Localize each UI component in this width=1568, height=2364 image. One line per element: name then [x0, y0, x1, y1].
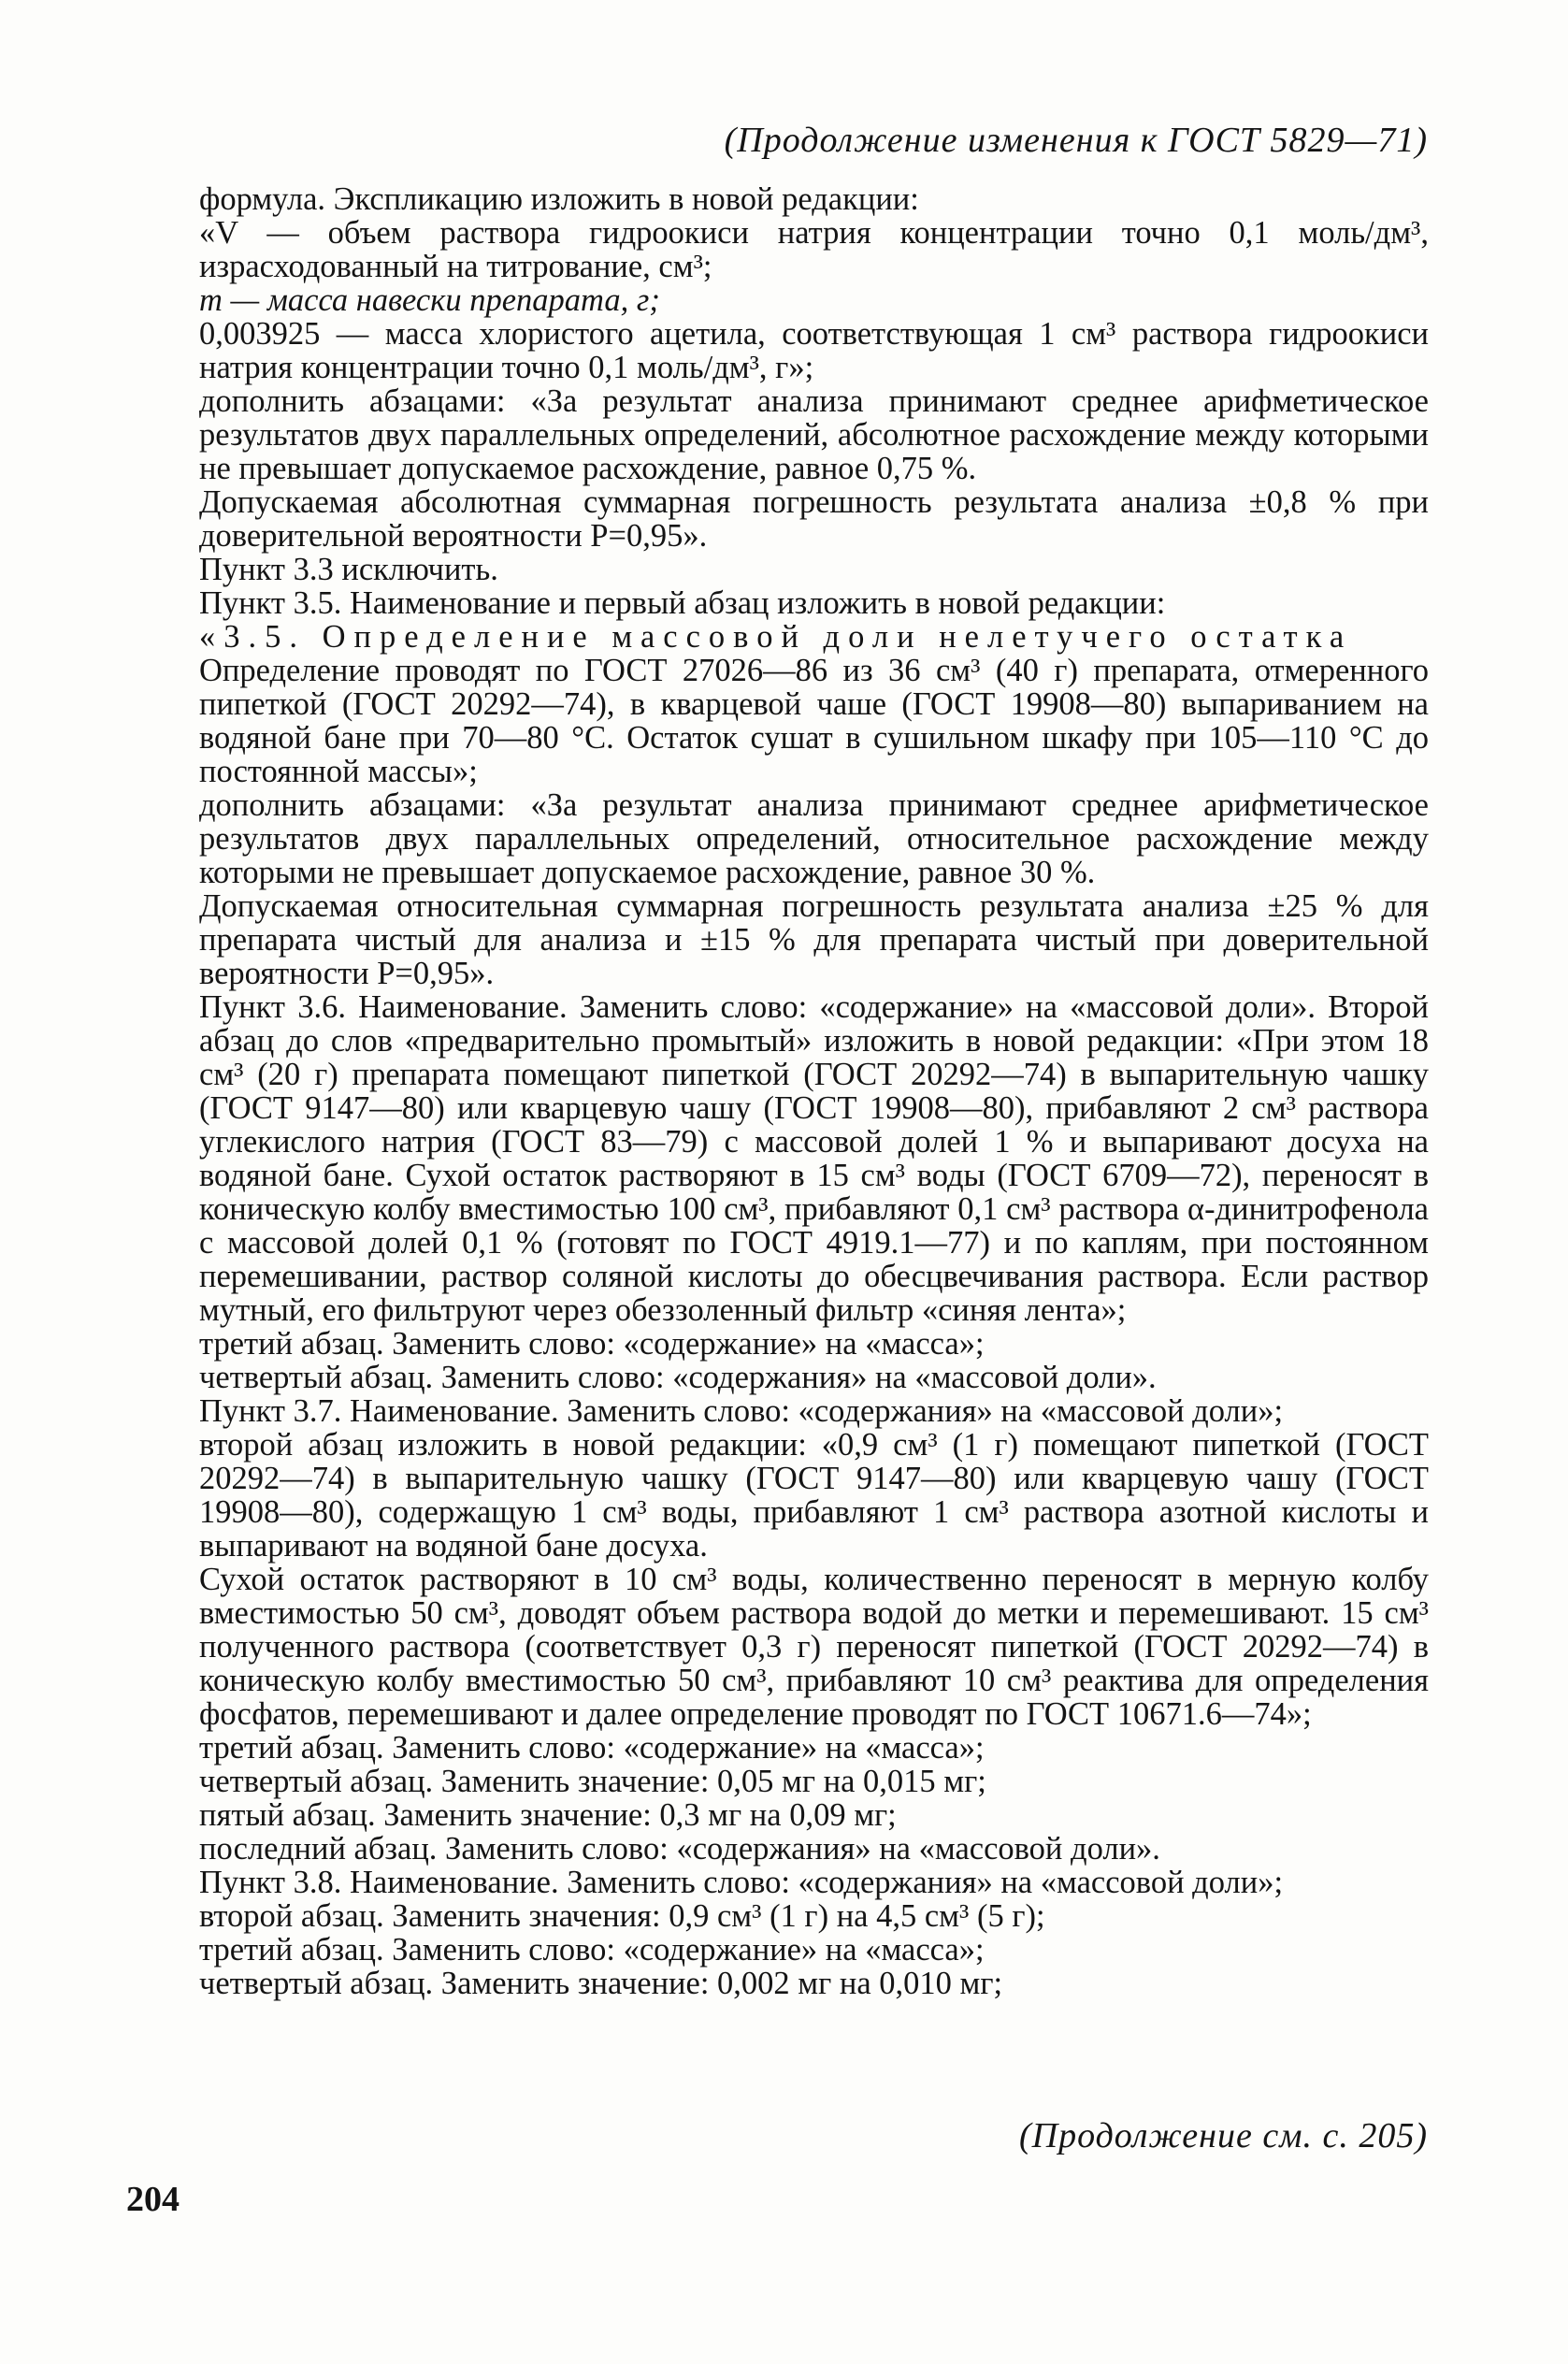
line-13: третий абзац. Заменить слово: «содержание» на «масса»; — [199, 1326, 985, 1362]
line-11: Допускаемая относительная суммарная погрешность результата анализа ±25 % для препарата чистый для анализа и ±15 % для препарата чистый при доверительной вероятности P=0,95». — [199, 888, 1429, 991]
paragraph — [199, 654, 1429, 788]
line-25: четвертый абзац. Заменить значение: 0,002 мг на 0,010 мг; — [199, 1966, 1003, 2001]
paragraph — [199, 485, 1429, 553]
line-10: дополнить абзацами: «За результат анализа принимают среднее арифметическое результатов двух параллельных определений, относительное расхождение между которыми не превышает допускаемое расхождение, равное 30 %. — [199, 787, 1429, 890]
line-18: третий абзац. Заменить слово: «содержание» на «масса»; — [199, 1730, 985, 1766]
paragraph — [199, 1832, 1429, 1866]
paragraph — [199, 553, 1429, 586]
line-3: 0,003925 — масса хлористого ацетила, соответствующая 1 см³ раствора гидроокиси натрия концентрации точно 0,1 моль/дм³, г»; — [199, 316, 1429, 385]
paragraph — [199, 1933, 1429, 1967]
paragraph — [199, 1765, 1429, 1798]
paragraph — [199, 1428, 1429, 1563]
body-text — [199, 182, 1429, 2000]
line-2: m — масса навески препарата, г; — [199, 282, 660, 318]
line-15: Пункт 3.7. Наименование. Заменить слово: «содержания» на «массовой доли»; — [199, 1393, 1284, 1429]
line-4: дополнить абзацами: «За результат анализа принимают среднее арифметическое результатов двух параллельных определений, абсолютное расхождение между которыми не превышает допускаемое расхождение, равное 0,75 %. — [199, 383, 1429, 486]
paragraph — [199, 182, 1429, 216]
line-5: Допускаемая абсолютная суммарная погрешность результата анализа ±0,8 % при доверительной вероятности P=0,95». — [199, 484, 1429, 554]
page-footer-continuation: (Продолжение см. с. 205) — [1018, 2116, 1428, 2155]
paragraph — [199, 1731, 1429, 1765]
line-23: второй абзац. Заменить значения: 0,9 см³ (1 г) на 4,5 см³ (5 г); — [199, 1898, 1045, 1934]
line-21: последний абзац. Заменить слово: «содержания» на «массовой доли». — [199, 1831, 1160, 1867]
paragraph — [199, 889, 1429, 990]
paragraph — [199, 586, 1429, 620]
line-6: Пункт 3.3 исключить. — [199, 552, 498, 587]
page-header-continuation: (Продолжение изменения к ГОСТ 5829—71) — [724, 121, 1428, 160]
paragraph — [199, 216, 1429, 283]
paragraph — [199, 1899, 1429, 1933]
section-heading — [199, 620, 1429, 654]
line-14: четвертый абзац. Заменить слово: «содержания» на «массовой доли». — [199, 1360, 1157, 1395]
paragraph — [199, 384, 1429, 485]
paragraph — [199, 317, 1429, 384]
line-16: второй абзац изложить в новой редакции: «0,9 см³ (1 г) помещают пипеткой (ГОСТ 20292—74) в выпарительную чашку (ГОСТ 9147—80) или кварцевую чашу (ГОСТ 19908—80), содержащую 1 см³ воды, прибавляют 1 см³ раствора азотной кислоты и выпаривают на водяной бане досуха. — [199, 1427, 1429, 1564]
paragraph — [199, 1327, 1429, 1361]
paragraph — [199, 1563, 1429, 1731]
line-20: пятый абзац. Заменить значение: 0,3 мг на 0,09 мг; — [199, 1797, 897, 1833]
paragraph — [199, 1866, 1429, 1899]
paragraph — [199, 1798, 1429, 1832]
paragraph — [199, 1361, 1429, 1394]
line-8: «3.5. Определение массовой доли нелетучего остатка — [199, 619, 1353, 655]
line-19: четвертый абзац. Заменить значение: 0,05 мг на 0,015 мг; — [199, 1764, 986, 1799]
paragraph — [199, 1394, 1429, 1428]
line-17: Сухой остаток растворяют в 10 см³ воды, количественно переносят в мерную колбу вместимостью 50 см³, доводят объем раствора водой до метки и перемешивают. 15 см³ полученного раствора (соответствует 0,3 г) переносят пипеткой (ГОСТ 20292—74) в коническую колбу вместимостью 50 см³, прибавляют 10 см³ реактива для определения фосфатов, перемешивают и далее определение проводят по ГОСТ 10671.6—74»; — [199, 1562, 1429, 1732]
line-7: Пункт 3.5. Наименование и первый абзац изложить в новой редакции: — [199, 585, 1166, 621]
paragraph — [199, 283, 1429, 317]
line-24: третий абзац. Заменить слово: «содержание» на «масса»; — [199, 1932, 985, 1968]
line-12: Пункт 3.6. Наименование. Заменить слово: «содержание» на «массовой доли». Второй абзац до слов «предварительно промытый» изложить в новой редакции: «При этом 18 см³ (20 г) препарата помещают пипеткой (ГОСТ 20292—74) в выпарительную чашку (ГОСТ 9147—80) или кварцевую чашу (ГОСТ 19908—80), прибавляют 2 см³ раствора углекислого натрия (ГОСТ 83—79) с массовой долей 1 % и выпаривают досуха на водяной бане. Сухой остаток растворяют в 15 см³ воды (ГОСТ 6709—72), переносят в коническую колбу вместимостью 100 см³, прибавляют 0,1 см³ раствора α-динитрофенола с массовой долей 0,1 % (готовят по ГОСТ 4919.1—77) и по каплям, при постоянном перемешивании, раствор соляной кислоты до обесцвечивания раствора. Если раствор мутный, его фильтруют через обеззоленный фильтр «синяя лента»; — [199, 989, 1429, 1328]
paragraph — [199, 788, 1429, 889]
line-0: формула. Экспликацию изложить в новой редакции: — [199, 181, 919, 217]
line-22: Пункт 3.8. Наименование. Заменить слово: «содержания» на «массовой доли»; — [199, 1865, 1284, 1900]
line-1: «V — объем раствора гидроокиси натрия концентрации точно 0,1 моль/дм³, израсходованный на титрование, см³; — [199, 215, 1429, 284]
paragraph — [199, 1967, 1429, 2000]
line-9: Определение проводят по ГОСТ 27026—86 из 36 см³ (40 г) препарата, отмеренного пипеткой (ГОСТ 20292—74), в кварцевой чаше (ГОСТ 19908—80) выпариванием на водяной бане при 70—80 °С. Остаток сушат в сушильном шкафу при 105—110 °С до постоянной массы»; — [199, 653, 1429, 789]
page-number: 204 — [126, 2180, 180, 2219]
paragraph — [199, 990, 1429, 1327]
